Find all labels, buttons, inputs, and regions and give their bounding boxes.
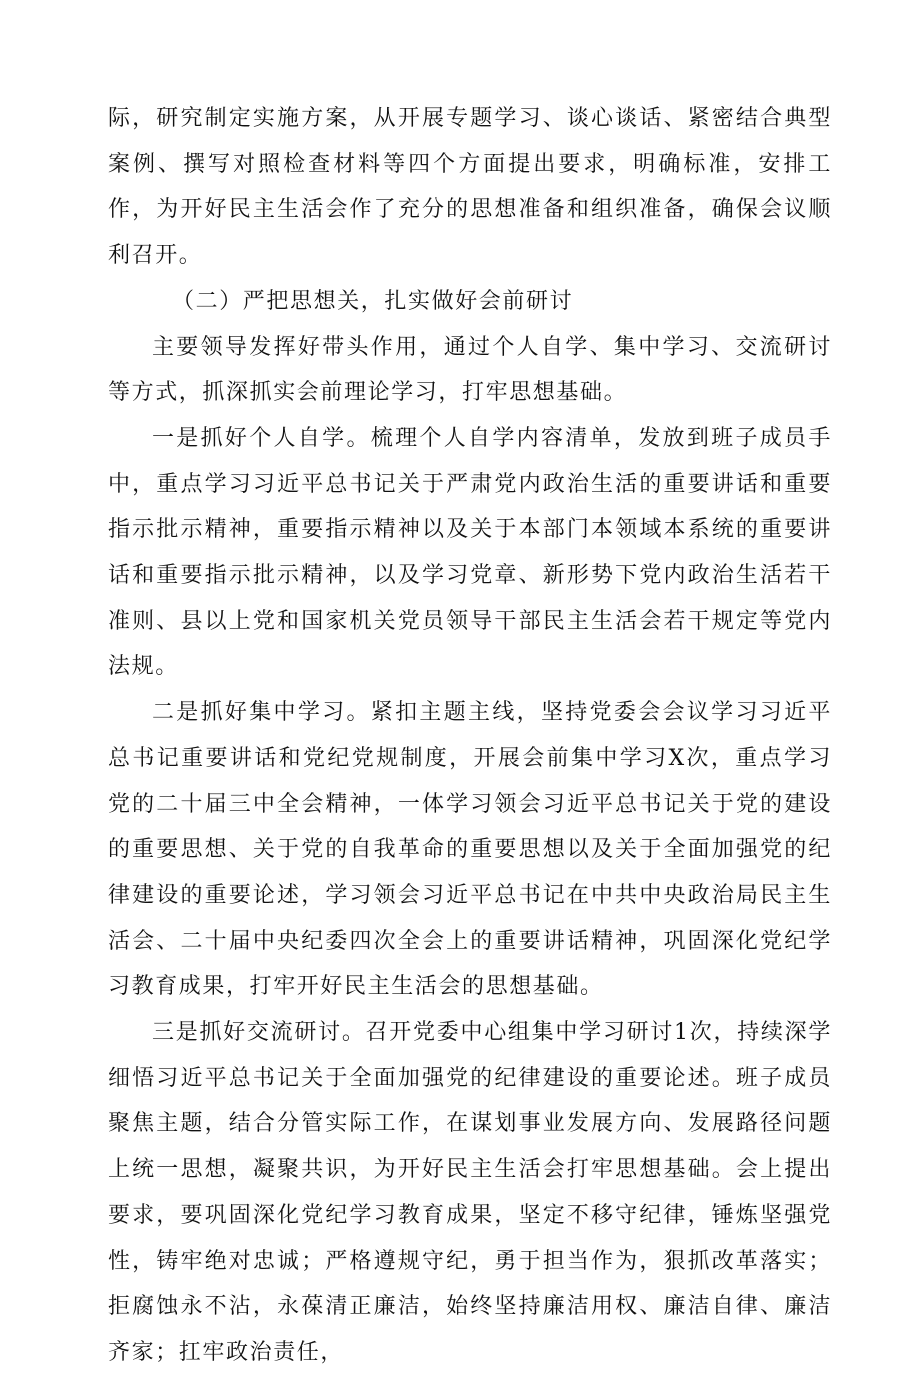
paragraph-group-study: 二是抓好集中学习。紧扣主题主线，坚持党委会会议学习习近平总书记重要讲话和党纪党规制度，开展会前集中学习X次，重点学习党的二十届三中全会精神，一体学习领会习近平总书记关于党的建设的重要思想、关于党的自我革命的重要思想以及关于全面加强党的纪律建设的重要论述，学习领会习近平总书记在中共中央政治局民主生活会、二十届中央纪委四次全会上的重要讲话精神，巩固深化党纪学习教育成果，打牢开好民主生活会的思想基础。 xyxy=(108,700,832,1000)
paragraph-intro: 主要领导发挥好带头作用，通过个人自学、集中学习、交流研讨等方式，抓深抓实会前理论学习，打牢思想基础。 xyxy=(108,334,832,406)
document-body xyxy=(108,96,832,1376)
paragraph-discussion: 三是抓好交流研讨。召开党委中心组集中学习研讨1次，持续深学细悟习近平总书记关于全面加强党的纪律建设的重要论述。班子成员聚焦主题，结合分管实际工作，在谋划事业发展方向、发展路径问题上统一思想，凝聚共识，为开好民主生活会打牢思想基础。会上提出要求，要巩固深化党纪学习教育成果，坚定不移守纪律，锤炼坚强党性，铸牢绝对忠诚；严格遵规守纪，勇于担当作为，狠抓改革落实；拒腐蚀永不沾，永葆清正廉洁，始终坚持廉洁用权、廉洁自律、廉洁齐家；扛牢政治责任， xyxy=(108,1020,832,1365)
paragraph-self-study: 一是抓好个人自学。梳理个人自学内容清单，发放到班子成员手中，重点学习习近平总书记关于严肃党内政治生活的重要讲话和重要指示批示精神，重要指示精神以及关于本部门本领域本系统的重要讲话和重要指示批示精神，以及学习党章、新形势下党内政治生活若干准则、县以上党和国家机关党员领导干部民主生活会若干规定等党内法规。 xyxy=(108,425,832,680)
paragraph-continuation: 际，研究制定实施方案，从开展专题学习、谈心谈话、紧密结合典型案例、撰写对照检查材料等四个方面提出要求，明确标准，安排工作，为开好民主生活会作了充分的思想准备和组织准备，确保会议顺利召开。 xyxy=(108,106,832,269)
section-heading: （二）严把思想关，扎实做好会前研讨 xyxy=(172,288,574,314)
